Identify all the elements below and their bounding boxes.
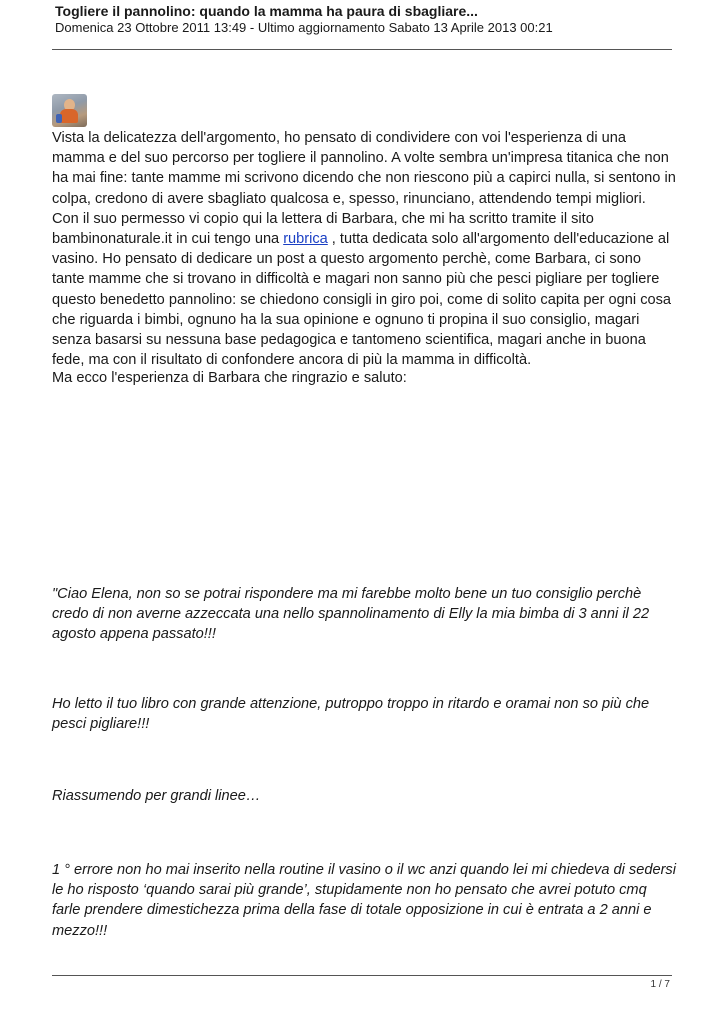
lead-in-text: Ma ecco l'esperienza di Barbara che ringrazio e saluto: [52, 370, 407, 386]
intro-paragraph [52, 128, 676, 370]
lead-in-paragraph [52, 368, 676, 388]
letter-text-4: 1 ° errore non ho mai inserito nella routine il vasino o il wc anzi quando lei mi chiedeva di sedersi le ho risposto ‘quando sarai più grande’, stupidamente non ho pensato che avrei potuto cmq farle prendere dimestichezza prima della fase di totale opposizione in cui è entrata a 2 anni e mezzo!!! [52, 862, 676, 939]
document-header [55, 2, 675, 36]
header-divider [52, 49, 672, 50]
letter-text-2: Ho letto il tuo libro con grande attenzione, putroppo troppo in ritardo e oramai non so più che pesci pigliare!!! [52, 696, 650, 733]
letter-text-3: Riassumendo per grandi linee… [52, 788, 261, 804]
article-date: Domenica 23 Ottobre 2011 13:49 - Ultimo aggiornamento Sabato 13 Aprile 2013 00:21 [55, 20, 553, 35]
article-thumbnail-image [52, 94, 87, 127]
article-title: Togliere il pannolino: quando la mamma ha paura di sbagliare... [55, 3, 478, 19]
footer-divider [52, 975, 672, 976]
letter-paragraph-2 [52, 694, 676, 734]
page-number: 1 / 7 [650, 979, 670, 990]
rubrica-link[interactable]: rubrica [283, 231, 328, 248]
intro-text-end: , tutta dedicata solo all'argomento dell'educazione al vasino. Ho pensato di dedicare un post a questo argomento perchè, come Barbara, ci sono tante mamme che si trovano in difficoltà e magari non sanno più che pesci pigliare per togliere questo benedetto pannolino: se chiedono consigli in giro poi, come di solito capita per ogni cosa che riguarda i bimbi, ognuno ha la sua opinione e ognuno ti propina il suo consiglio, magari senza basarsi su nessuna base pedagogica e tantomeno scientifica, magari anche in buona fede, ma con il risultato di confondere ancora di più la mamma in difficoltà. [52, 231, 672, 369]
letter-text-1: "Ciao Elena, non so se potrai rispondere ma mi farebbe molto bene un tuo consiglio perchè credo di non averne azzeccata una nello spannolinamento di Elly la mia bimba di 3 anni il 22 agosto appena passato!!! [52, 586, 650, 643]
letter-paragraph-1 [52, 584, 676, 645]
intro-text-start: Vista la delicatezza dell'argomento, ho pensato di condividere con voi l'esperienza di una mamma e del suo percorso per togliere il pannolino. A volte sembra un'impresa titanica che non ha mai fine: tante mamme mi scrivono dicendo che non riescono più a capirci nulla, si sentono in colpa, credono di avere sbagliato qualcosa e, spesso, rinunciano, attendendo tempi migliori. Con il suo permesso vi copio qui la lettera di Barbara, che mi ha scritto tramite il sito bambinonaturale.it in cui tengo una [52, 130, 676, 248]
letter-paragraph-3 [52, 786, 676, 806]
letter-paragraph-4 [52, 860, 676, 941]
